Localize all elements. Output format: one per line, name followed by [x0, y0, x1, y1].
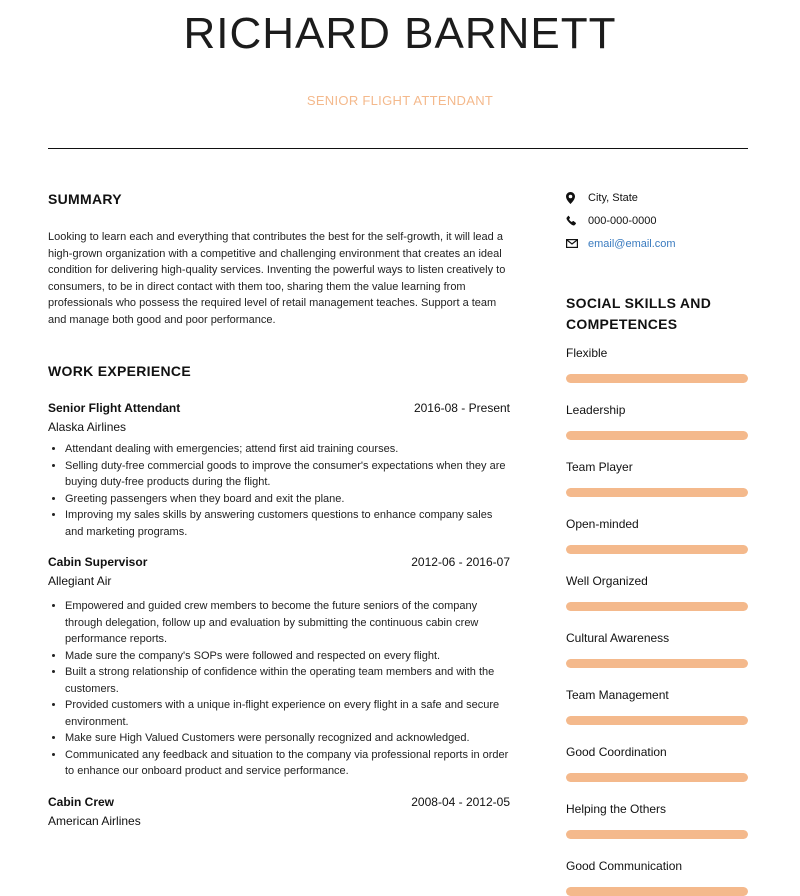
skill-bar: [566, 830, 748, 839]
skill-bar-fill: [566, 374, 748, 383]
skills-heading-line2: COMPETENCES: [566, 316, 678, 332]
duty-item: • Attendant dealing with emergencies; attend first aid training courses.: [65, 441, 510, 458]
sidebar-column: [566, 186, 748, 896]
skill-label: Team Player: [566, 460, 633, 474]
skill-label: Good Coordination: [566, 745, 667, 759]
job-dates: 2012-06 - 2016-07: [411, 555, 510, 569]
skill-item: [566, 668, 748, 725]
skill-label: Good Communication: [566, 859, 683, 873]
skill-bar: [566, 431, 748, 440]
candidate-name: RICHARD BARNETT: [183, 9, 617, 58]
skill-bar: [566, 659, 748, 668]
job-duties: [48, 441, 510, 540]
job-duties: [48, 598, 510, 780]
skill-item: [566, 554, 748, 611]
job-dates: 2008-04 - 2012-05: [411, 794, 510, 809]
email-link[interactable]: email@email.com: [588, 237, 676, 250]
job-entry: [48, 554, 510, 780]
job-entry: [48, 794, 510, 829]
map-pin-icon: [566, 192, 588, 204]
phone-icon: [566, 215, 588, 226]
job-role: Senior Flight Attendant: [48, 401, 181, 415]
duty-item: • Built a strong relationship of confidence within the operating team members and with the customers.: [65, 664, 510, 697]
duty-item: • Provided customers with a unique in-flight experience on every flight in a safe and secure environment.: [65, 697, 510, 730]
skill-bar-fill: [566, 488, 748, 497]
skill-item: [566, 497, 748, 554]
skill-label: Helping the Others: [566, 802, 667, 816]
skill-item: [566, 383, 748, 440]
skill-item: [566, 839, 748, 896]
skill-bar-fill: [566, 716, 748, 725]
summary-text: Looking to learn each and everything that contributes the best for the self-growth, it will lead a high-grown organization with a competitive and challenging environment that creates an ideal condition for delivering high-quality services. Inventing the powerful ways to listen creatively to consumers, to be in direct contact with them too, sharing them the value learning from professionals who possess the required level of retail management teaches. Support a team and manage both good and poor performance.: [48, 231, 506, 326]
duty-item: • Greeting passengers when they board and exit the plane.: [65, 491, 510, 508]
skill-label: Team Management: [566, 688, 669, 702]
skill-label: Leadership: [566, 403, 626, 417]
duty-item: • Selling duty-free commercial goods to improve the consumer's expectations when they are buying duty-free products during the flight.: [65, 458, 510, 491]
skill-bar-fill: [566, 431, 748, 440]
skill-bar-fill: [566, 659, 748, 668]
skill-bar: [566, 716, 748, 725]
skill-bar: [566, 887, 748, 896]
job-company: Allegiant Air: [48, 574, 112, 588]
skill-label: Open-minded: [566, 517, 639, 531]
skill-bar: [566, 374, 748, 383]
header-divider: [48, 148, 748, 149]
skill-label: Cultural Awareness: [566, 631, 670, 645]
skill-item: [566, 440, 748, 497]
skills-list: [566, 335, 748, 896]
skill-item: [566, 335, 748, 383]
skill-bar-fill: [566, 545, 748, 554]
job-dates: 2016-08 - Present: [413, 401, 510, 415]
work-experience-heading: WORK EXPERIENCE: [48, 363, 191, 379]
skill-bar-fill: [566, 773, 748, 782]
envelope-icon: [566, 239, 588, 248]
skills-heading-line1: SOCIAL SKILLS AND: [566, 295, 712, 311]
job-title: SENIOR FLIGHT ATTENDANT: [306, 93, 494, 108]
job-entry: [48, 400, 510, 540]
duty-item: • Made sure the company's SOPs were followed and respected on every flight.: [65, 648, 510, 665]
duty-item: • Improving my sales skills by answering customers questions to enhance company sales and marketing programs.: [65, 507, 510, 540]
duty-item: • Empowered and guided crew members to become the future seniors of the company through delegation, follow up and evaluation by submitting the continuous cabin crew performance reports.: [65, 598, 510, 648]
phone-text: 000-000-0000: [588, 214, 657, 227]
job-company: American Airlines: [48, 813, 141, 828]
skill-bar: [566, 545, 748, 554]
skill-bar-fill: [566, 887, 748, 896]
contact-location: [566, 186, 748, 209]
job-role: Cabin Supervisor: [48, 555, 148, 569]
skill-bar: [566, 602, 748, 611]
contact-email: [566, 232, 748, 255]
location-text: City, State: [588, 191, 638, 204]
skills-heading: [566, 293, 748, 335]
duty-item: • Make sure High Valued Customers were personally recognized and acknowledged.: [65, 730, 510, 747]
skill-bar: [566, 773, 748, 782]
summary-heading: SUMMARY: [48, 191, 122, 207]
skill-item: [566, 782, 748, 839]
skill-bar-fill: [566, 830, 748, 839]
skill-label: Flexible: [566, 346, 608, 360]
skill-bar: [566, 488, 748, 497]
skill-label: Well Organized: [566, 574, 648, 588]
skill-item: [566, 725, 748, 782]
skill-item: [566, 611, 748, 668]
skill-bar-fill: [566, 602, 748, 611]
job-role: Cabin Crew: [48, 794, 115, 809]
contact-phone: [566, 209, 748, 232]
duty-item: • Communicated any feedback and situation to the company via professional reports in order to enhance our onboard product and service performance.: [65, 747, 510, 780]
job-company: Alaska Airlines: [48, 420, 127, 434]
main-column: [48, 190, 510, 829]
